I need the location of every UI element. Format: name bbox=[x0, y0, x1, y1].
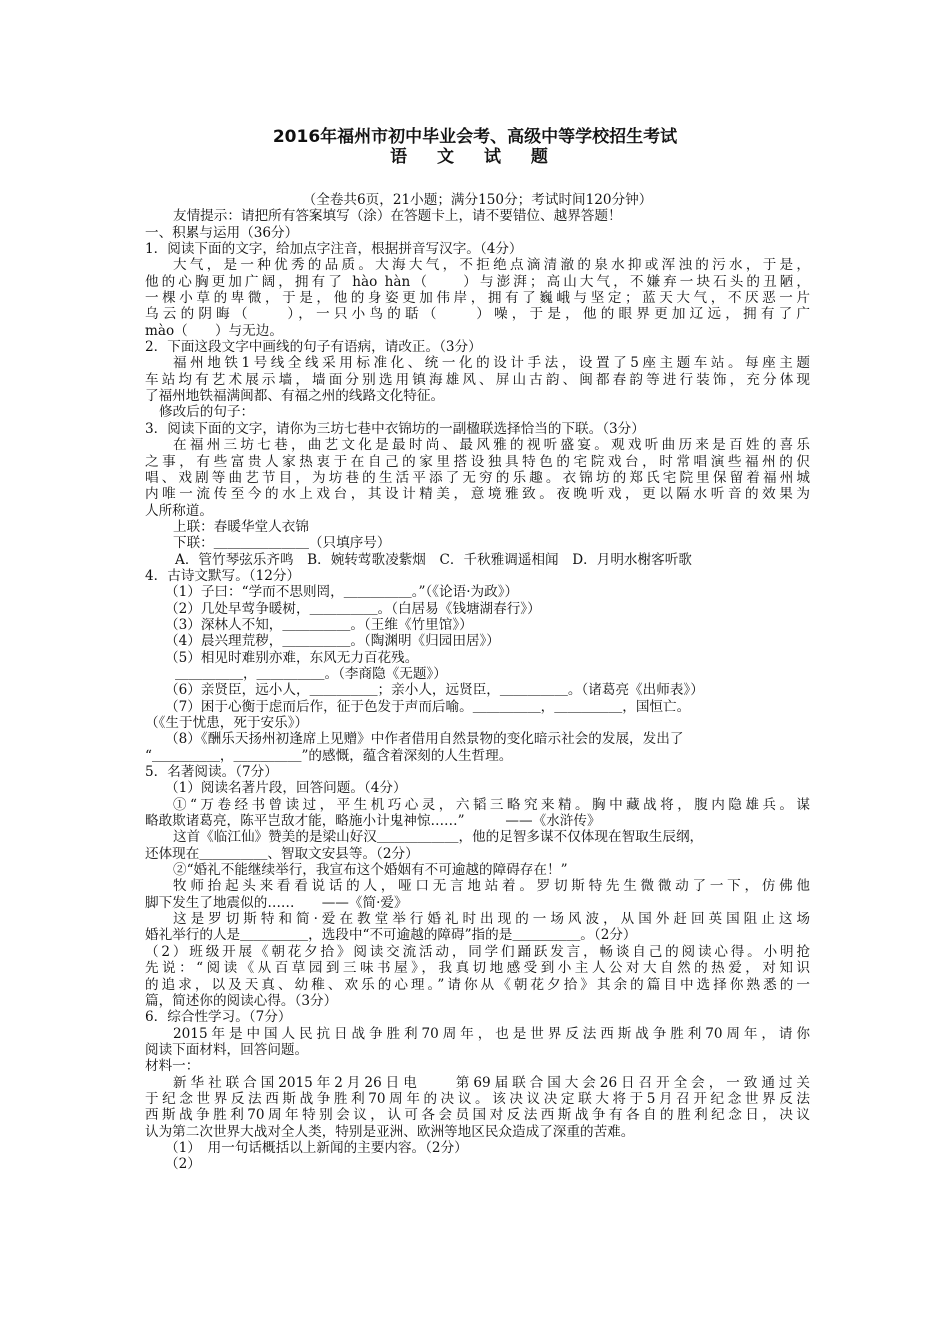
text-line: （7）困于心衡于虑而后作，征于色发于声而后喻。＿＿＿＿＿，＿＿＿＿＿，国恒亡。 bbox=[165, 698, 691, 715]
text-line: （1）子曰：“学而不思则罔，＿＿＿＿＿。”（《论语·为政》） bbox=[165, 584, 519, 601]
text-line: 车站均有艺术展示墙，墙面分别选用镇海雄风、屏山古韵、闽都春韵等进行装饰，充分体现 bbox=[145, 371, 810, 388]
text-line: 西斯战争胜利70周年特别会议，认可各会员国对反法西斯战争有各自的胜利纪念日，决议 bbox=[145, 1107, 810, 1124]
text-line: （2）班级开展《朝花夕拾》阅读交流活动，同学们踊跃发言，畅谈自己的阅读心得。小明抢 bbox=[145, 943, 810, 960]
text-line: 内唯一流传至今的水上戏台，其设计精美，意境雅致。夜晚听戏，更以隔水听音的效果为 bbox=[145, 486, 810, 503]
text-line: 于纪念世界反法西斯战争胜利70周年的决议。该决议决定联大将于5月召开纪念世界反法 bbox=[145, 1090, 810, 1107]
text-line: 下联：＿＿＿＿＿＿＿（只填序号） bbox=[173, 535, 391, 552]
text-line: 大气，是一种优秀的品质。大海大气，不拒绝点滴清澈的泉水抑或浑浊的污水，于是， bbox=[173, 257, 810, 274]
text-line: 婚礼举行的人是＿＿＿＿＿，选段中“不可逾越的障碍”指的是＿＿＿＿＿。（2分） bbox=[145, 927, 637, 944]
text-line: 唱、戏剧等曲艺节目，为坊巷的生活平添了无穷的乐趣。衣锦坊的郑氏宅院里保留着福州城 bbox=[145, 469, 810, 486]
text-line: 在福州三坊七巷，曲艺文化是最时尚、最风雅的视听盛宴。观戏听曲历来是百姓的喜乐 bbox=[173, 437, 810, 454]
text-line: A．管竹琴弦乐齐鸣 B．婉转莺歌凌紫烟 C．千秋雅调遥相闻 D．月明水榭客听歌 bbox=[175, 551, 692, 568]
text-line: 3．阅读下面的文字，请你为三坊七巷中衣锦坊的一副楹联选择恰当的下联。（3分） bbox=[145, 420, 645, 437]
text-line: 略敢欺诸葛亮，陈平岂敌才能，略施小计鬼神惊……” ——《水浒传》 bbox=[145, 813, 601, 830]
exam-body bbox=[145, 192, 810, 1173]
text-line: 2．下面这段文字中画线的句子有语病，请改正。（3分） bbox=[145, 339, 482, 356]
text-line: mào（ ）与无边。 bbox=[145, 322, 283, 339]
text-line: 这首《临江仙》赞美的是梁山好汉＿＿＿＿＿＿，他的足智多谋不仅体现在智取生辰纲， bbox=[173, 829, 704, 846]
exam-title: 2016年福州市初中毕业会考、高级中等学校招生考试 bbox=[272, 127, 678, 147]
text-line: （8）《酬乐天扬州初逢席上见赠》中作者借用自然景物的变化暗示社会的发展，发出了 bbox=[165, 731, 684, 748]
text-line: （2） bbox=[165, 1156, 201, 1173]
text-line: ＿＿＿＿＿，＿＿＿＿＿。（李商隐《无题》） bbox=[175, 665, 447, 682]
text-line: （5）相见时难别亦难，东风无力百花残。 bbox=[165, 649, 419, 666]
text-line: 了福州地铁福满闽都、有福之州的线路文化特征。 bbox=[145, 388, 445, 405]
text-line: （3）深林人不知，＿＿＿＿＿。（王维《竹里馆》） bbox=[165, 616, 473, 633]
text-line: 修改后的句子： bbox=[159, 404, 255, 421]
text-line: 之事，有些富贵人家热衷于在自己的家里搭设独具特色的宅院戏台，时常唱演些福州的伬 bbox=[145, 453, 810, 470]
text-line: 福州地铁1号线全线采用标准化、统一化的设计手法，设置了5座主题车站。每座主题 bbox=[173, 355, 810, 372]
text-line: 认为第二次世界大战对全人类，特别是亚洲、欧洲等地区民众造成了深重的苦难。 bbox=[145, 1123, 635, 1140]
text-line: 一棵小草的卑微，于是，他的身姿更加伟岸，拥有了巍峨与坚定；蓝天大气，不厌恶一片 bbox=[145, 290, 810, 307]
text-line: （1） 用一句话概括以上新闻的主要内容。（2分） bbox=[165, 1139, 468, 1156]
text-line: 材料一： bbox=[145, 1058, 200, 1075]
text-line: 人所称道。 bbox=[145, 502, 213, 519]
text-line: 6．综合性学习。（7分） bbox=[145, 1009, 292, 1026]
text-line: （2）几处早莺争暖树，＿＿＿＿＿。（白居易《钱塘湖春行》） bbox=[165, 600, 541, 617]
text-line: “＿＿＿＿＿，＿＿＿＿＿”的感慨，蕴含着深刻的人生哲理。 bbox=[145, 747, 513, 764]
text-line: 这是罗切斯特和简·爱在教堂举行婚礼时出现的一场风波，从国外赶回英国阻止这场 bbox=[173, 911, 810, 928]
text-line: 友情提示：请把所有答案填写（涂）在答题卡上，请不要错位、越界答题！ bbox=[173, 208, 622, 225]
text-line: （《生于忧患，死于安乐》） bbox=[145, 715, 309, 731]
text-line: 1．阅读下面的文字，给加点字注音，根据拼音写汉字。（4分） bbox=[145, 241, 523, 258]
text-line: ①“万卷经书曾读过，平生机巧心灵，六韬三略究来精。胸中藏战将，腹内隐雄兵。谋 bbox=[173, 796, 810, 813]
text-line: 先说：“阅读《从百草园到三味书屋》，我真切地感受到小主人公对大自然的热爱，对知识 bbox=[145, 960, 810, 977]
text-line: 他的心胸更加广阔，拥有了 hào hàn（ ）与澎湃；高山大气，不嫌弃一块石头的丑陋， bbox=[145, 273, 810, 290]
text-line: （1）阅读名著片段，回答问题。（4分） bbox=[165, 780, 407, 797]
text-line: 还体现在＿＿＿＿＿、智取文安县等。（2分） bbox=[145, 845, 419, 862]
text-line: 2015年是中国人民抗日战争胜利70周年，也是世界反法西斯战争胜利70周年，请你 bbox=[173, 1025, 810, 1042]
text-line: 一、积累与运用（36分） bbox=[145, 224, 299, 241]
text-line: 篇，简述你的阅读心得。（3分） bbox=[145, 992, 338, 1009]
text-line: 新华社联合国2015年2月26日电 第69届联合国大会26日召开全会，一致通过关 bbox=[173, 1074, 810, 1091]
text-line: 的追求，以及天真、幼稚、欢乐的心理。”请你从《朝花夕拾》其余的篇目中选择你熟悉的一 bbox=[145, 976, 810, 993]
text-line: 牧师抬起头来看看说话的人，哑口无言地站着。罗切斯特先生微微动了一下，仿佛他 bbox=[173, 878, 810, 895]
text-line: 上联：春暖华堂人衣锦 bbox=[173, 518, 309, 535]
text-line: 5．名著阅读。（7分） bbox=[145, 764, 278, 781]
exam-subtitle: 语 文 试 题 bbox=[390, 147, 560, 167]
text-line: （全卷共6页，21小题；满分150分；考试时间120分钟） bbox=[302, 192, 653, 208]
text-line: 乌云的阴晦（ ），一只小鸟的聒（ ）噪，于是，他的眼界更加辽远，拥有了广 bbox=[145, 306, 810, 323]
text-line: 阅读下面材料，回答问题。 bbox=[145, 1041, 309, 1058]
text-line: （6）亲贤臣，远小人，＿＿＿＿＿；亲小人，远贤臣，＿＿＿＿＿。（诸葛亮《出师表》） bbox=[165, 682, 704, 699]
text-line: （4）晨兴理荒秽，＿＿＿＿＿。（陶渊明《归园田居》） bbox=[165, 633, 500, 650]
text-line: 4．古诗文默写。（12分） bbox=[145, 567, 301, 584]
text-line: ②“婚礼不能继续举行，我宣布这个婚姻有不可逾越的障碍存在！” bbox=[173, 862, 568, 879]
text-line: 脚下发生了地震似的…… ——《简·爱》 bbox=[145, 894, 408, 911]
